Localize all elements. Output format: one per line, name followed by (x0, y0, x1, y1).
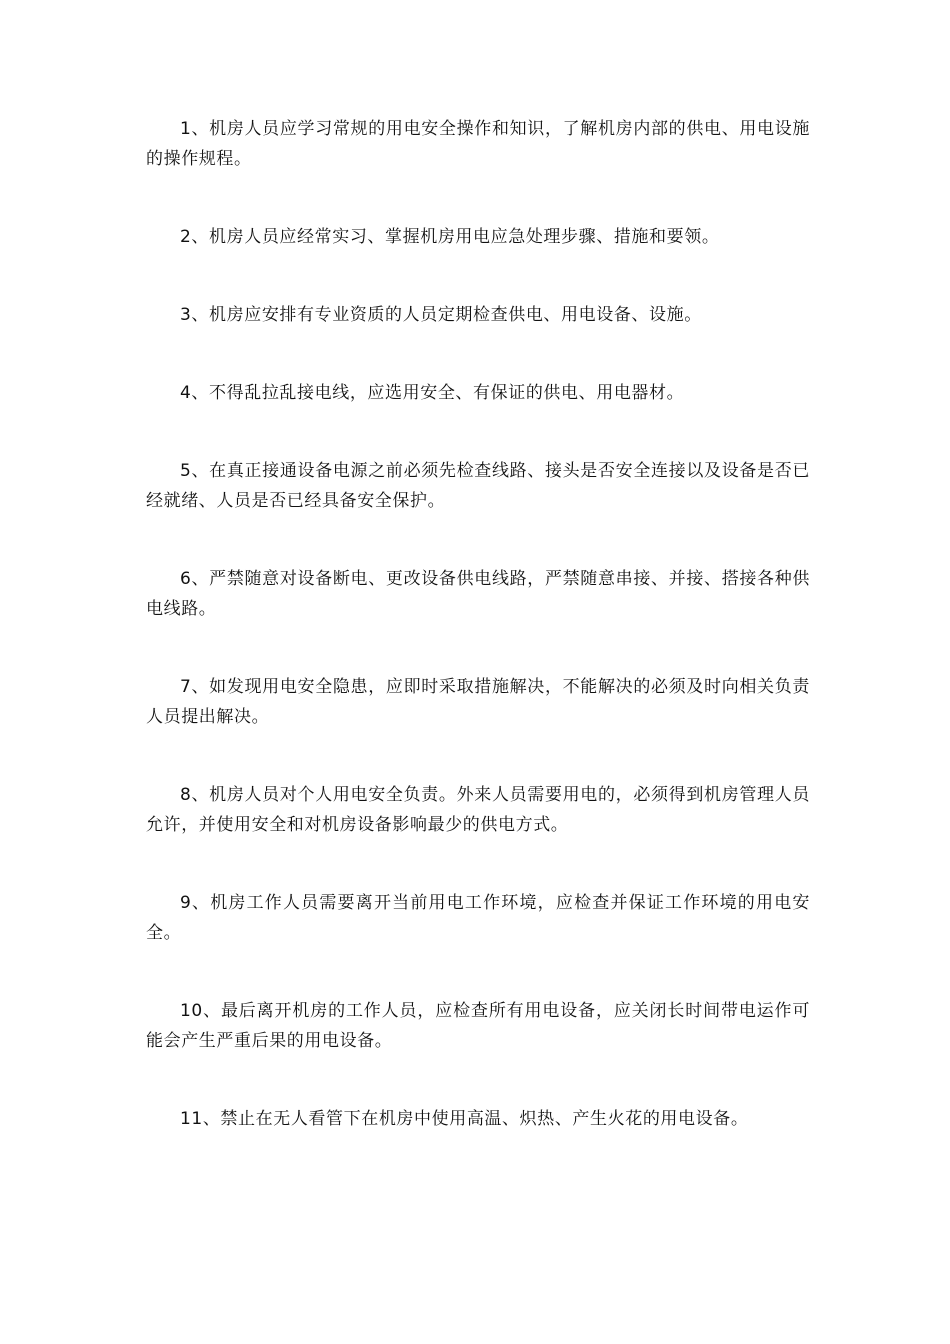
rule-item-5: 5、在真正接通设备电源之前必须先检查线路、接头是否安全连接以及设备是否已经就绪、人员是否已经具备安全保护。 (146, 461, 810, 511)
rule-item-9: 9、机房工作人员需要离开当前用电工作环境，应检查并保证工作环境的用电安全。 (146, 893, 810, 943)
rule-item-10: 10、最后离开机房的工作人员，应检查所有用电设备，应关闭长时间带电运作可能会产生严重后果的用电设备。 (146, 1001, 810, 1051)
rule-item-8: 8、机房人员对个人用电安全负责。外来人员需要用电的，必须得到机房管理人员允许，并使用安全和对机房设备影响最少的供电方式。 (146, 785, 810, 835)
rule-item-4: 4、不得乱拉乱接电线，应选用安全、有保证的供电、用电器材。 (180, 383, 685, 403)
rule-item-3: 3、机房应安排有专业资质的人员定期检查供电、用电设备、设施。 (180, 305, 702, 325)
rule-item-11: 11、禁止在无人看管下在机房中使用高温、炽热、产生火花的用电设备。 (180, 1109, 749, 1129)
rule-item-2: 2、机房人员应经常实习、掌握机房用电应急处理步骤、措施和要领。 (180, 227, 720, 247)
rule-item-7: 7、如发现用电安全隐患，应即时采取措施解决，不能解决的必须及时向相关负责人员提出解决。 (146, 677, 810, 727)
rules-list (146, 114, 810, 1182)
rule-item-6: 6、严禁随意对设备断电、更改设备供电线路，严禁随意串接、并接、搭接各种供电线路。 (146, 569, 810, 619)
rule-item-1: 1、机房人员应学习常规的用电安全操作和知识，了解机房内部的供电、用电设施的操作规程。 (146, 119, 810, 169)
